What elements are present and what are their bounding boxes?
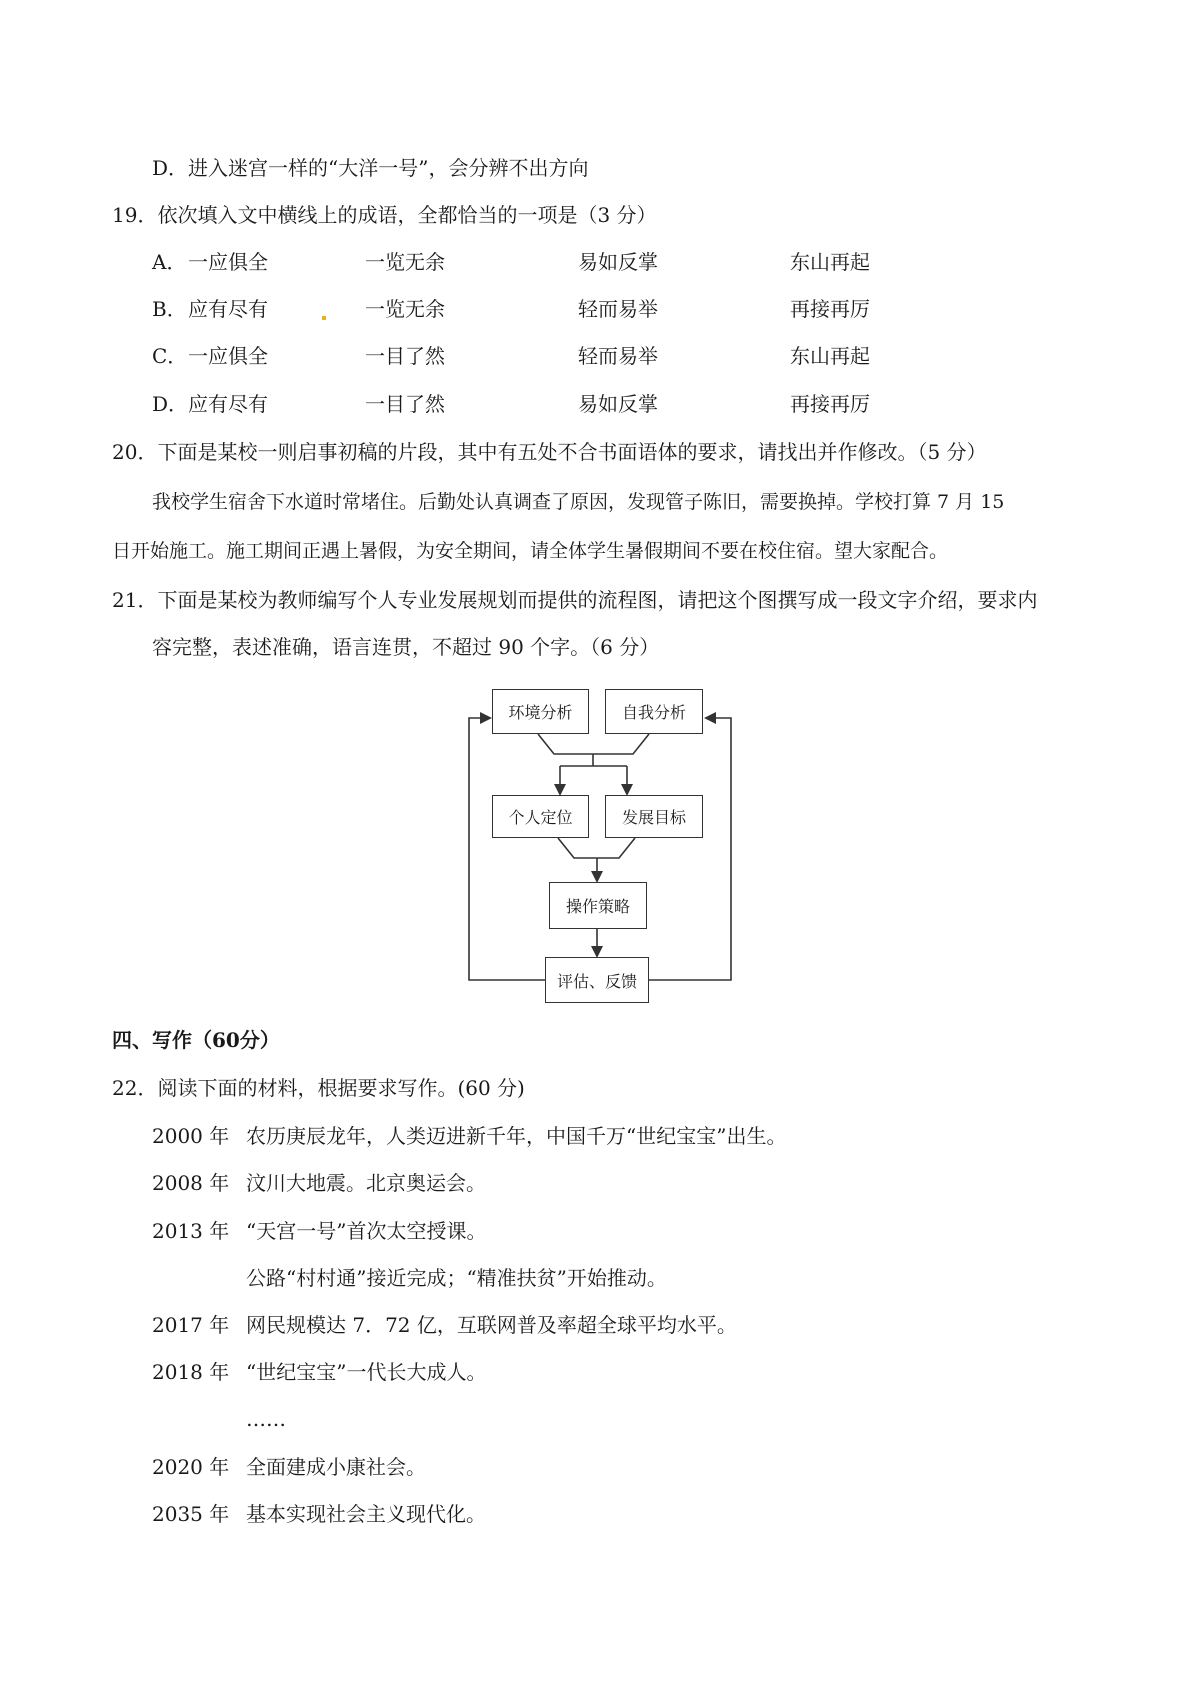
flowchart-goals: 发展目标 <box>605 795 703 838</box>
timeline-entry <box>152 1264 667 1292</box>
timeline-text: “世纪宝宝”一代长大成人。 <box>246 1360 487 1384</box>
flowchart-strategy: 操作策略 <box>549 882 647 929</box>
option-label: A． <box>152 250 187 274</box>
option-label: D． <box>152 392 189 416</box>
connector-top-merge <box>538 734 649 754</box>
section-title: 四、写作（60分） <box>112 1028 280 1052</box>
q19-stem: 19．依次填入文中横线上的成语，全都恰当的一项是（3 分） <box>112 203 657 227</box>
option-idiom-4: 东山再起 <box>790 250 870 274</box>
timeline-year: 2008 年 <box>152 1171 230 1195</box>
flowchart-env-analysis: 环境分析 <box>492 689 589 734</box>
option-idiom-3: 易如反掌 <box>578 250 658 274</box>
option-label: B． <box>152 297 187 321</box>
option-idiom-2: 一览无余 <box>365 297 445 321</box>
q20-stem: 20．下面是某校一则启事初稿的片段，其中有五处不合书面语体的要求，请找出并作修改。（5 分） <box>112 440 987 464</box>
timeline-year: 2020 年 <box>152 1455 230 1479</box>
timeline-year: 2017 年 <box>152 1313 230 1337</box>
stray-mark <box>322 316 326 320</box>
feedback-loop-left <box>469 718 545 980</box>
timeline-text: 全面建成小康社会。 <box>246 1455 426 1479</box>
timeline-entry <box>152 1500 486 1528</box>
option-idiom-3: 轻而易举 <box>578 297 658 321</box>
q21-stem-line-2: 容完整，表述准确，语言连贯，不超过 90 个字。（6 分） <box>152 635 660 659</box>
timeline-text: …… <box>246 1407 286 1431</box>
timeline-text: 基本实现社会主义现代化。 <box>246 1502 486 1526</box>
arrowhead-feedback-left <box>480 712 492 724</box>
flowchart-positioning: 个人定位 <box>492 795 589 838</box>
timeline-text: 公路“村村通”接近完成；“精准扶贫”开始推动。 <box>246 1266 667 1290</box>
q21-stem-line-1: 21．下面是某校为教师编写个人专业发展规划而提供的流程图，请把这个图撰写成一段文字介绍，要求内 <box>112 588 1038 612</box>
flowchart-self-analysis: 自我分析 <box>605 689 703 734</box>
arrowhead-feedback-right <box>704 712 716 724</box>
option-idiom-1: 一应俱全 <box>188 250 268 274</box>
timeline-text: 汶川大地震。北京奥运会。 <box>246 1171 486 1195</box>
timeline-entry <box>152 1169 486 1197</box>
option-idiom-2: 一览无余 <box>365 250 445 274</box>
option-idiom-4: 再接再厉 <box>790 297 870 321</box>
q20-passage-line-1: 我校学生宿舍下水道时常堵住。后勤处认真调查了原因，发现管子陈旧，需要换掉。学校打算 7 月 15 <box>152 491 1005 513</box>
timeline-text: 农历庚辰龙年，人类迈进新千年，中国千万“世纪宝宝”出生。 <box>246 1124 787 1148</box>
option-idiom-1: 应有尽有 <box>188 297 268 321</box>
timeline-entry <box>152 1405 286 1433</box>
timeline-entry <box>152 1122 786 1150</box>
timeline-entry <box>152 1358 486 1386</box>
timeline-text: “天宫一号”首次太空授课。 <box>246 1219 487 1243</box>
option-idiom-3: 轻而易举 <box>578 344 658 368</box>
option-idiom-2: 一目了然 <box>365 392 445 416</box>
feedback-loop-right <box>649 718 731 980</box>
connector-mid-merge <box>558 838 635 858</box>
q18-option-d: D．进入迷宫一样的“大洋一号”，会分辨不出方向 <box>152 156 589 180</box>
timeline-entry <box>152 1453 426 1481</box>
option-label: C． <box>152 344 188 368</box>
q22-stem: 22．阅读下面的材料，根据要求写作。(60 分) <box>112 1076 525 1100</box>
timeline-text: 网民规模达 7．72 亿，互联网普及率超全球平均水平。 <box>246 1313 737 1337</box>
timeline-year: 2000 年 <box>152 1124 230 1148</box>
option-idiom-1: 一应俱全 <box>188 344 268 368</box>
option-idiom-2: 一目了然 <box>365 344 445 368</box>
timeline-year: 2018 年 <box>152 1360 230 1384</box>
q20-passage-line-2: 日开始施工。施工期间正遇上暑假，为安全期间，请全体学生暑假期间不要在校住宿。望大家配合。 <box>112 540 949 562</box>
timeline-entry <box>152 1217 486 1245</box>
timeline-year: 2013 年 <box>152 1219 230 1243</box>
option-idiom-1: 应有尽有 <box>188 392 268 416</box>
option-idiom-3: 易如反掌 <box>578 392 658 416</box>
timeline-entry <box>152 1311 737 1339</box>
flowchart-evaluation: 评估、反馈 <box>545 957 649 1003</box>
option-idiom-4: 东山再起 <box>790 344 870 368</box>
timeline-year: 2035 年 <box>152 1502 230 1526</box>
option-idiom-4: 再接再厉 <box>790 392 870 416</box>
